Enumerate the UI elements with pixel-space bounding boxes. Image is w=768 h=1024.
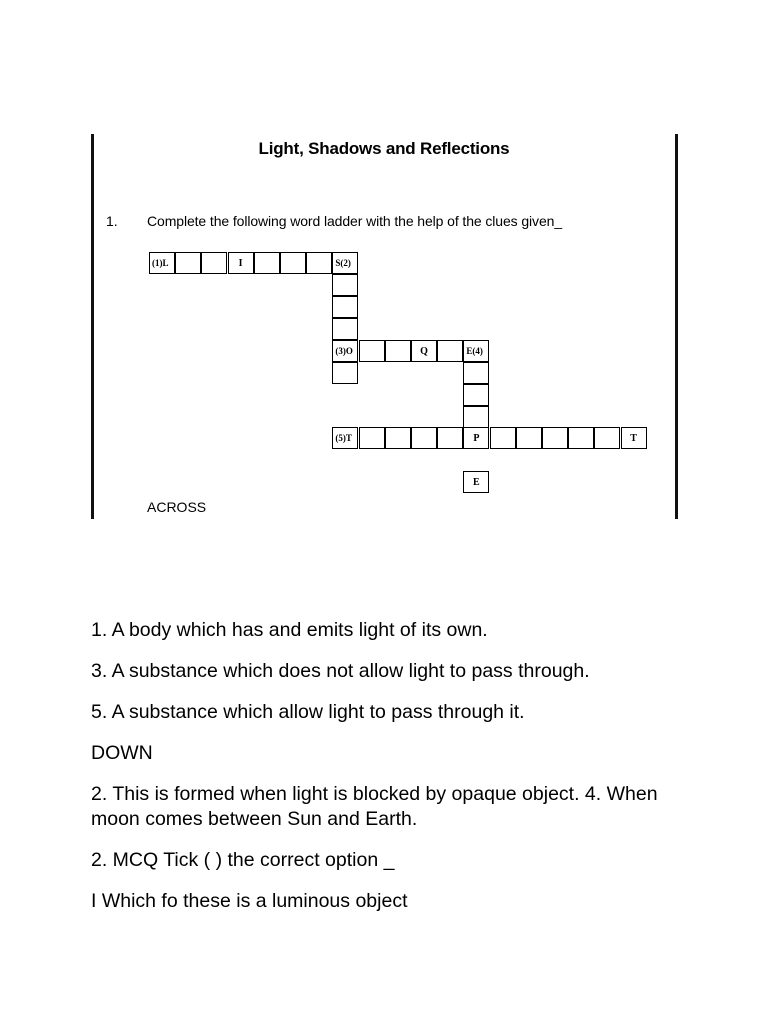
crossword-cell: E bbox=[463, 471, 489, 493]
crossword-cell: Q bbox=[411, 340, 437, 362]
crossword-cell bbox=[385, 427, 411, 449]
crossword-cell: (5)T bbox=[332, 427, 358, 449]
crossword-cell: T bbox=[621, 427, 647, 449]
question-number: 1. bbox=[106, 213, 118, 229]
worksheet-title: Light, Shadows and Reflections bbox=[258, 139, 510, 158]
crossword-cell bbox=[254, 252, 280, 274]
crossword-cell bbox=[568, 427, 594, 449]
crossword-cell bbox=[490, 427, 516, 449]
clue-line: 1. A body which has and emits light of its own. bbox=[91, 619, 488, 641]
crossword-cell bbox=[175, 252, 201, 274]
crossword-cell bbox=[411, 427, 437, 449]
left-border-line bbox=[91, 134, 94, 519]
crossword-cell bbox=[463, 384, 489, 406]
clue-line: 5. A substance which allow light to pass through it. bbox=[91, 701, 525, 723]
clue-line: 2. This is formed when light is blocked by opaque object. 4. When moon comes between Sun and Earth. bbox=[91, 783, 658, 830]
crossword-cell bbox=[516, 427, 542, 449]
crossword-cell bbox=[437, 427, 463, 449]
crossword-cell bbox=[332, 362, 358, 384]
crossword-cell bbox=[359, 427, 385, 449]
crossword-cell bbox=[359, 340, 385, 362]
across-label: ACROSS bbox=[147, 499, 207, 515]
crossword-cell bbox=[280, 252, 306, 274]
crossword-cell: E(4) bbox=[463, 340, 489, 362]
crossword-cell bbox=[542, 427, 568, 449]
crossword-cell: S(2) bbox=[332, 252, 358, 274]
mcq-question: I Which fo these is a luminous object bbox=[91, 890, 408, 912]
mcq-heading: 2. MCQ Tick ( ) the correct option _ bbox=[91, 849, 395, 871]
crossword-cell bbox=[594, 427, 620, 449]
crossword-cell: (3)O bbox=[332, 340, 358, 362]
clues-text bbox=[91, 618, 691, 930]
crossword-cell bbox=[332, 296, 358, 318]
crossword-cell bbox=[437, 340, 463, 362]
section-heading-down: DOWN bbox=[91, 742, 153, 764]
crossword-cell bbox=[463, 406, 489, 428]
crossword-cell bbox=[463, 362, 489, 384]
crossword-cell: (1)L bbox=[149, 252, 175, 274]
right-border-line bbox=[675, 134, 678, 519]
crossword-cell: P bbox=[463, 427, 489, 449]
question-text: Complete the following word ladder with the help of the clues given_ bbox=[147, 213, 563, 229]
crossword-cell bbox=[201, 252, 227, 274]
crossword-cell: I bbox=[228, 252, 254, 274]
crossword-cell bbox=[306, 252, 332, 274]
crossword-cell bbox=[385, 340, 411, 362]
crossword-cell bbox=[332, 274, 358, 296]
clue-line: 3. A substance which does not allow light to pass through. bbox=[91, 660, 590, 682]
crossword-cell bbox=[332, 318, 358, 340]
